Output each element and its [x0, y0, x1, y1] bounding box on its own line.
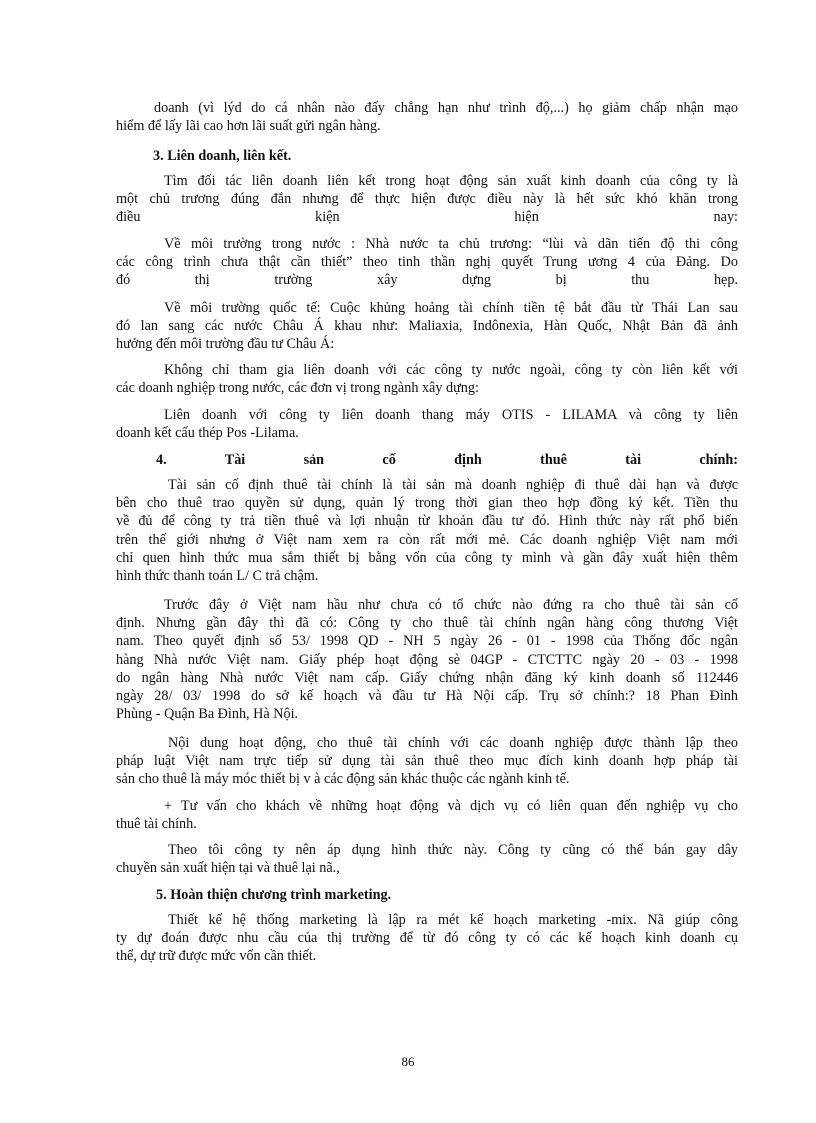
paragraph — [116, 361, 738, 397]
text-line: Về môi trường trong nước : Nhà nước ta chủ trương: “lùi và dãn tiến độ thi công — [164, 236, 738, 252]
text-line: sản cho thuê là máy móc thiết bị v à các động sản khác thuộc các ngành kinh tế. — [116, 771, 570, 788]
text-line: bên cho thuê trao quyền sử dụng, quản lý trong thời gian theo hợp đồng ký kết. Tiền thu — [116, 495, 738, 512]
text-line: Thiết kế hệ thống marketing là lập ra mét kế hoạch marketing -mix. Nã giúp công — [168, 912, 738, 928]
text-line: thể, dự trữ được mức vốn cần thiết. — [116, 948, 317, 965]
text-line: hưởng đến môi trường đầu tư Châu Á: — [116, 336, 335, 353]
paragraph — [116, 911, 738, 966]
text-line: thuê tài chính. — [116, 816, 197, 833]
text-line: Trước đây ở Việt nam hầu như chưa có tổ chức nào đứng ra cho thuê tài sản cố — [164, 597, 738, 613]
text-line: điều kiện hiện nay: — [116, 209, 738, 226]
paragraph — [116, 172, 738, 227]
paragraph — [116, 797, 738, 833]
text-line: Không chỉ tham gia liên doanh với các công ty nước ngoài, công ty còn liên kết với — [164, 362, 738, 378]
text-line: Theo tôi công ty nên áp dụng hình thức này. Công ty cũng có thể bán gay dây — [168, 842, 738, 858]
section-heading-4: 4. Tài sản cố định thuê tài chính: — [156, 452, 738, 468]
text-line: nam. Theo quyết định số 53/ 1998 QD - NH 5 ngày 26 - 01 - 1998 của Thống đốc ngân — [116, 633, 738, 650]
paragraph — [116, 596, 738, 723]
text-line: đó lan sang các nước Châu Á khau như: Maliaxia, Indônexia, Hàn Quốc, Nhật Bản đã ảnh — [116, 318, 738, 335]
text-line: Tài sản cố định thuê tài chính là tài sản mà doanh nghiệp đi thuê dài hạn và được — [168, 477, 738, 493]
text-line: chỉ quen hình thức mua sắm thiết bị bằng vốn của công ty mình và gần đây xuất hiện thêm — [116, 549, 738, 566]
text-line: hàng Nhà nước Việt nam. Giấy phép hoạt động sè 04GP - CTCTTC ngày 20 - 03 - 1998 — [116, 651, 738, 668]
text-line: + Tư vấn cho khách về những hoạt động và dịch vụ có liên quan đến nghiệp vụ cho — [164, 798, 738, 814]
text-line: Liên doanh với công ty liên doanh thang máy OTIS - LILAMA và công ty liên — [164, 407, 738, 423]
text-line: ngày 28/ 03/ 1998 do sở kế hoạch và đầu tư Hà Nội cấp. Trụ sở chính:? 18 Phan Đình — [116, 688, 738, 705]
text-line: Nội dung hoạt động, cho thuê tài chính với các doanh nghiệp được thành lập theo — [168, 735, 738, 751]
paragraph — [116, 841, 738, 877]
paragraph — [116, 476, 738, 585]
text-line: đó thị trường xây dựng bị thu hẹp. — [116, 272, 738, 289]
text-line: các công trình chưa thật cần thiết” theo tinh thần nghị quyết Trung ương 4 của Đảng. Do — [116, 254, 738, 271]
text-line: do ngân hàng Nhà nước Việt nam cấp. Giấy chứng nhận đăng ký kinh doanh số 112446 — [116, 669, 738, 686]
text-line: Về môi trường quốc tế: Cuộc khủng hoảng tài chính tiền tệ bắt đầu từ Thái Lan sau — [164, 300, 738, 316]
text-line: doanh kết cấu thép Pos -Lilama. — [116, 425, 299, 442]
text-line: trên thế giới nhưng ở Việt nam xem ra còn rất mới mẻ. Các doanh nghiệp Việt nam mới — [116, 531, 738, 548]
paragraph — [116, 299, 738, 354]
text-line: hiểm để lấy lãi cao hơn lãi suất gửi ngân hàng. — [116, 118, 381, 135]
text-line: doanh (vì lýd do cá nhân nào đấy chẳng hạn như trình độ,...) họ giảm chấp nhận mạo — [154, 100, 738, 116]
text-line: Tìm đối tác liên doanh liên kết trong hoạt động sản xuất kinh doanh của công ty là — [164, 173, 738, 189]
paragraph — [116, 734, 738, 789]
paragraph — [116, 99, 738, 135]
section-heading-3: 3. Liên doanh, liên kết. — [153, 148, 292, 164]
page-number: 86 — [401, 1054, 415, 1069]
paragraph — [116, 235, 738, 290]
text-line: các doanh nghiệp trong nước, các đơn vị trong ngành xây dựng: — [116, 380, 479, 397]
paragraph — [116, 406, 738, 442]
text-line: định. Nhưng gần đây thì đã có: Công ty cho thuê tài chính ngân hàng công thương Việt — [116, 615, 738, 632]
text-line: chuyền sản xuất hiện tại và thuê lại nã., — [116, 860, 340, 877]
text-line: pháp luật Việt nam trực tiếp sử dụng tài sản thuê theo mục đích kinh doanh hợp pháp tài — [116, 753, 738, 770]
text-line: hình thức thanh toán L/ C trả chậm. — [116, 568, 319, 585]
text-line: về đủ để công ty trả tiền thuê và lợi nhuận từ khoản đầu tư đó. Hình thức này rất phổ biến — [116, 513, 738, 530]
text-line: một chủ trương đúng đắn nhưng để thực hiện được điều này là hết sức khó khăn trong — [116, 191, 738, 208]
section-heading-5: 5. Hoàn thiện chương trình marketing. — [156, 887, 392, 903]
text-line: Phùng - Quận Ba Đình, Hà Nội. — [116, 706, 299, 723]
text-line: ty dự đoán được nhu cầu của thị trường để từ đó công ty có các kế hoạch kinh doanh cụ — [116, 930, 738, 947]
